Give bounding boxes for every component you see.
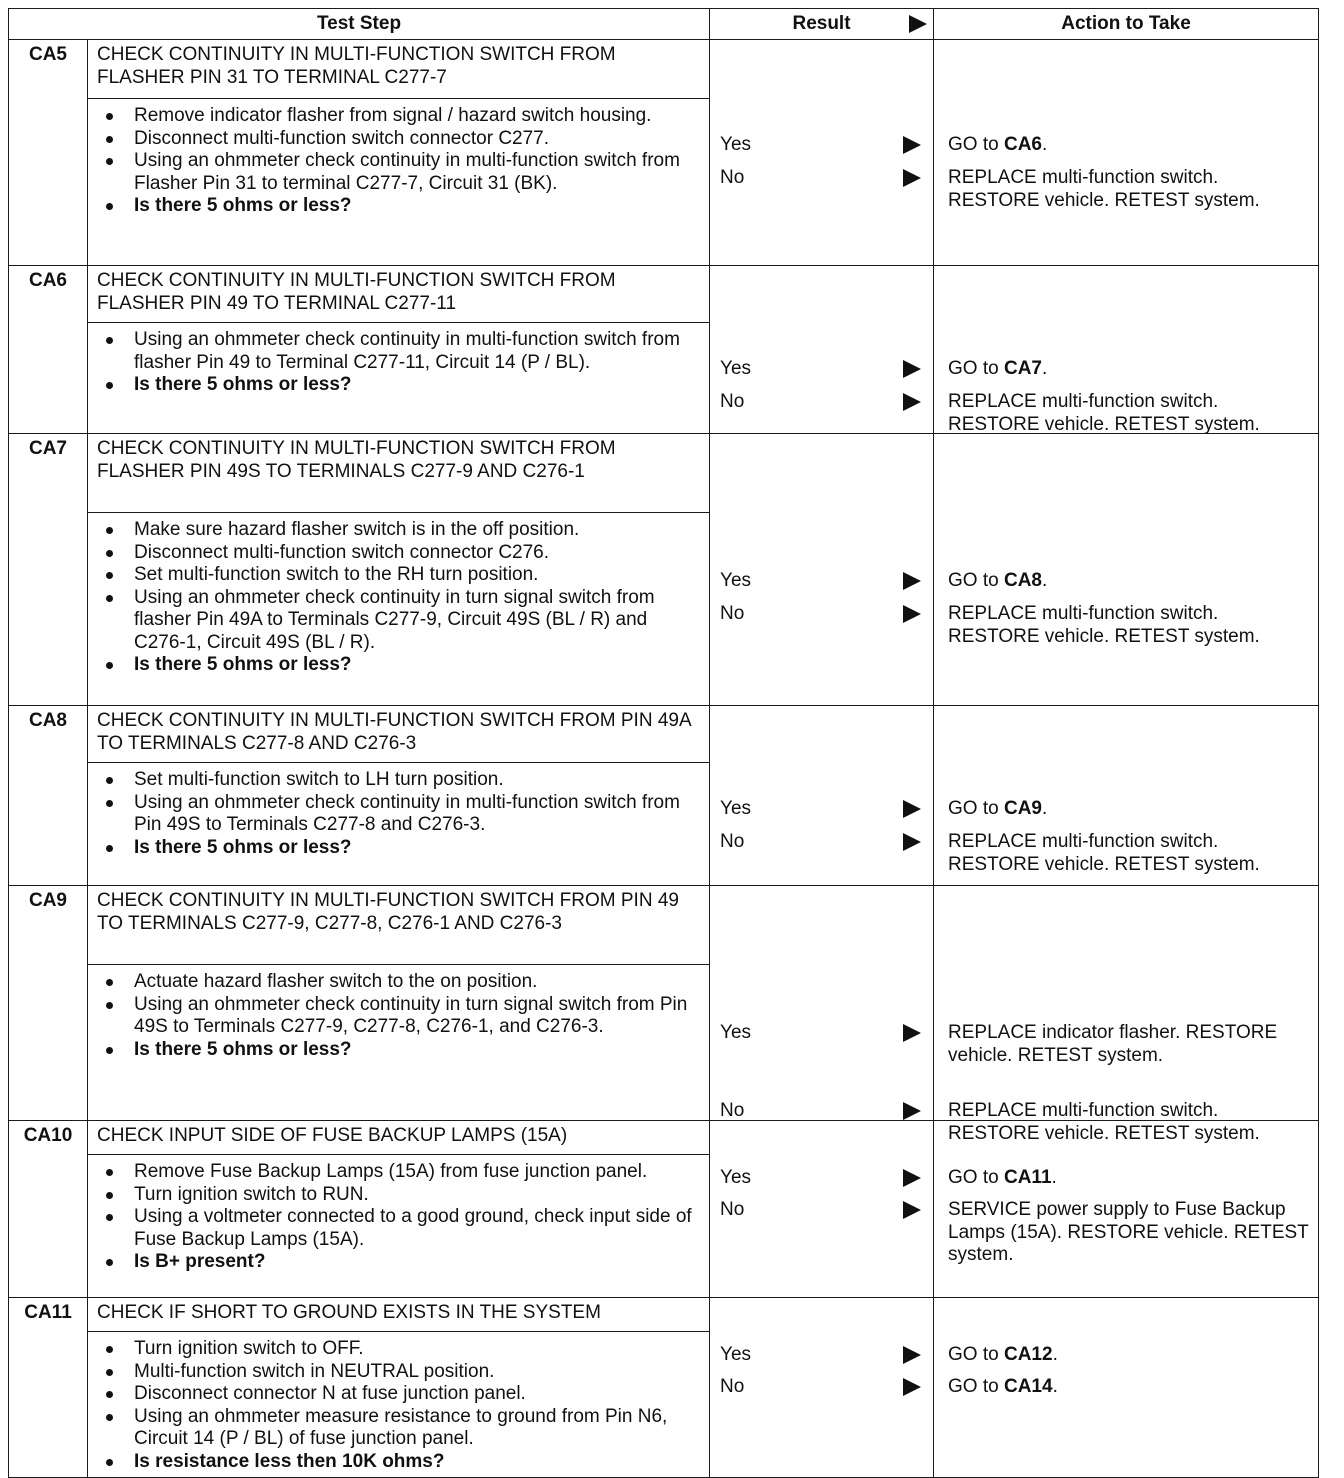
arrow-right-icon [903,1169,921,1187]
action-text [948,798,1310,821]
result-label: Yes [720,570,752,591]
procedure-item [100,542,701,565]
procedure-item-text: Set multi-function switch to the RH turn position. [134,564,539,585]
result-line [720,134,927,156]
step-title: CHECK CONTINUITY IN MULTI-FUNCTION SWITCH FROM FLASHER PIN 49 TO TERMINAL C277-11 [88,266,710,323]
arrow-right-icon [903,1378,921,1396]
step-title: CHECK INPUT SIDE OF FUSE BACKUP LAMPS (15A) [88,1121,710,1155]
step-procedure [88,323,710,434]
procedure-item [100,587,701,655]
procedure-item [100,150,701,195]
step-title: CHECK CONTINUITY IN MULTI-FUNCTION SWITCH FROM PIN 49 TO TERMINALS C277-9, C277-8, C276-1 AND C276-3 [88,886,710,965]
procedure-item-text: Turn ignition switch to OFF. [134,1338,364,1359]
bullet-icon [106,595,113,602]
arrow-right-icon [903,605,921,623]
procedure-item [100,994,701,1039]
bullet-icon [106,572,113,579]
procedure-item-text: Actuate hazard flasher switch to the on position. [134,971,538,992]
action-prefix: SERVICE power supply to Fuse Backup Lamps (15A). RESTORE vehicle. RETEST system. [948,1199,1309,1265]
header-test-step: Test Step [9,9,710,40]
check-question [100,374,701,397]
action-text [948,391,1310,436]
action-cell [934,434,1319,706]
action-prefix: GO to [948,570,1004,591]
step-title-row [9,706,1319,763]
bullet-icon [106,1214,113,1221]
procedure-item [100,769,701,792]
action-prefix: GO to [948,1167,1004,1188]
test-step-table [8,8,1319,1478]
action-text [948,1376,1310,1399]
bullet-icon [106,1259,113,1266]
action-prefix: GO to [948,798,1004,819]
action-text [948,570,1310,593]
action-text [948,603,1310,648]
procedure-item-text: Using an ohmmeter check continuity in multi-function switch from flasher Pin 49 to Terminal C277-11, Circuit 14 (P / BL). [134,329,680,373]
procedure-item-text: Disconnect multi-function switch connector C277. [134,127,550,149]
procedure-item [100,792,701,837]
action-cell [934,886,1319,1144]
procedure-list [88,323,709,401]
action-step-ref: CA8 [1003,570,1042,591]
result-label: No [720,167,745,188]
step-id-ca6: CA6 [9,266,88,434]
result-cell [710,1298,934,1478]
action-text [948,831,1310,876]
step-title-row [9,1298,1319,1332]
arrow-right-icon [903,833,921,851]
action-cell [934,1298,1319,1478]
result-cell [710,886,934,1121]
check-question-text: Is B+ present? [134,1251,266,1272]
step-procedure [88,1332,710,1478]
procedure-list [88,1155,709,1278]
bullet-icon [106,1459,113,1466]
action-text [948,167,1310,212]
step-id-ca9: CA9 [9,886,88,1121]
result-line [720,1344,927,1366]
check-question-text: Is resistance less then 10K ohms? [134,1450,445,1472]
action-step-ref: CA12 [1003,1344,1053,1365]
arrow-right-icon [903,393,921,411]
action-text [948,1167,1310,1190]
result-line [720,1199,927,1221]
result-line [720,1376,927,1398]
action-prefix: REPLACE multi-function switch. RESTORE vehicle. RETEST system. [948,831,1260,875]
result-label: No [720,1376,745,1397]
bullet-icon [106,136,113,143]
action-step-ref: CA14 [1003,1376,1053,1397]
procedure-item [100,1338,701,1361]
result-line [720,391,927,413]
procedure-item-text: Set multi-function switch to LH turn position. [134,769,504,790]
action-step-ref: CA6 [1003,134,1042,155]
bullet-icon [106,203,113,210]
result-label: No [720,603,745,624]
action-prefix: REPLACE indicator flasher. RESTORE vehicle. RETEST system. [948,1022,1278,1066]
bullet-icon [106,382,113,389]
procedure-item-text: Disconnect connector N at fuse junction panel. [134,1383,526,1404]
result-label: Yes [720,1022,752,1043]
result-line [720,167,927,189]
procedure-item [100,128,701,151]
bullet-icon [106,777,113,784]
arrow-right-icon [903,136,921,154]
check-question [100,1451,701,1474]
procedure-item-text: Remove Fuse Backup Lamps (15A) from fuse junction panel. [134,1161,648,1182]
procedure-item [100,1406,701,1451]
action-prefix: GO to [948,1376,1004,1397]
action-prefix: GO to [948,134,1004,155]
action-cell [934,266,1319,434]
step-procedure [88,513,710,706]
check-question [100,837,701,860]
procedure-item-text: Remove indicator flasher from signal / hazard switch housing. [134,105,652,126]
result-label: Yes [720,134,752,155]
arrow-right-icon [903,1024,921,1042]
step-title-row [9,266,1319,323]
arrow-right-icon [909,15,927,33]
step-procedure [88,99,710,266]
step-id-ca8: CA8 [9,706,88,886]
result-label: Yes [720,1167,752,1188]
bullet-icon [106,1414,113,1421]
procedure-list [88,513,709,681]
result-cell [710,434,934,706]
procedure-item [100,519,701,542]
arrow-right-icon [903,1201,921,1219]
result-line [720,831,927,853]
check-question-text: Is there 5 ohms or less? [134,836,352,858]
procedure-item [100,1361,701,1384]
procedure-item [100,1383,701,1406]
arrow-right-icon [903,1102,921,1120]
result-line [720,1100,927,1122]
action-text [948,134,1310,157]
step-procedure [88,1155,710,1298]
action-text [948,1199,1310,1267]
step-id-ca11: CA11 [9,1298,88,1478]
action-cell [934,706,1319,886]
bullet-icon [106,800,113,807]
bullet-icon [106,662,113,669]
action-suffix: . [1042,358,1048,379]
check-question-text: Is there 5 ohms or less? [134,1038,352,1060]
result-label: No [720,831,745,852]
steps-body [9,40,1319,1478]
bullet-icon [106,337,113,344]
result-cell [710,1121,934,1298]
bullet-icon [106,527,113,534]
action-step-ref: CA7 [1003,358,1042,379]
action-step-ref: CA9 [1003,798,1042,819]
result-line [720,570,927,592]
result-label: No [720,391,745,412]
bullet-icon [106,1369,113,1376]
procedure-item-text: Using a voltmeter connected to a good ground, check input side of Fuse Backup Lamps (15A). [134,1206,692,1250]
action-suffix: . [1042,798,1048,819]
step-title: CHECK CONTINUITY IN MULTI-FUNCTION SWITCH FROM PIN 49A TO TERMINALS C277-8 AND C276-3 [88,706,710,763]
arrow-right-icon [903,800,921,818]
result-line [720,603,927,625]
bullet-icon [106,1192,113,1199]
procedure-item-text: Disconnect multi-function switch connector C276. [134,541,550,563]
procedure-item [100,1184,701,1207]
action-cell [934,1121,1319,1298]
check-question-text: Is there 5 ohms or less? [134,374,352,395]
action-prefix: REPLACE multi-function switch. RESTORE vehicle. RETEST system. [948,603,1260,647]
procedure-item [100,105,701,128]
action-step-ref: CA11 [1003,1167,1052,1188]
arrow-right-icon [903,1346,921,1364]
result-label: Yes [720,358,752,379]
check-question [100,1039,701,1062]
step-title: CHECK IF SHORT TO GROUND EXISTS IN THE SYSTEM [88,1298,710,1332]
action-prefix: GO to [948,1344,1004,1365]
header-result [710,9,934,40]
step-title-row [9,40,1319,99]
check-question [100,654,701,677]
action-text [948,1344,1310,1367]
check-question [100,195,701,218]
procedure-list [88,763,709,863]
bullet-icon [106,113,113,120]
action-prefix: GO to [948,358,1004,379]
step-title-row [9,1121,1319,1155]
result-label: No [720,1100,745,1121]
action-cell [934,40,1319,266]
procedure-list [88,965,709,1065]
procedure-item-text: Using an ohmmeter check continuity in multi-function switch from Pin 49S to Terminals C277-8 and C276-3. [134,791,680,835]
step-title-row [9,886,1319,965]
action-suffix: . [1042,134,1048,155]
step-title: CHECK CONTINUITY IN MULTI-FUNCTION SWITCH FROM FLASHER PIN 31 TO TERMINAL C277-7 [88,40,710,99]
step-title: CHECK CONTINUITY IN MULTI-FUNCTION SWITCH FROM FLASHER PIN 49S TO TERMINALS C277-9 AND C276-1 [88,434,710,513]
procedure-item-text: Make sure hazard flasher switch is in the off position. [134,519,580,540]
action-suffix: . [1052,1376,1058,1397]
step-title-row [9,434,1319,513]
result-line [720,358,927,380]
bullet-icon [106,845,113,852]
bullet-icon [106,1002,113,1009]
step-id-ca10: CA10 [9,1121,88,1298]
action-suffix: . [1052,1344,1058,1365]
procedure-item-text: Turn ignition switch to RUN. [134,1183,369,1205]
procedure-item-text: Using an ohmmeter check continuity in multi-function switch from Flasher Pin 31 to terminal C277-7, Circuit 31 (BK). [134,150,680,194]
arrow-right-icon [903,169,921,187]
procedure-item [100,1206,701,1251]
check-question-text: Is there 5 ohms or less? [134,195,352,216]
procedure-item [100,971,701,994]
result-cell [710,40,934,266]
procedure-item-text: Using an ohmmeter check continuity in turn signal switch from flasher Pin 49A to Terminals C277-9, Circuit 49S (BL / R) and C276-1, Circuit 49S (BL / R). [134,586,655,653]
action-suffix: . [1042,570,1048,591]
result-cell [710,266,934,434]
result-label: No [720,1199,745,1220]
action-prefix: REPLACE multi-function switch. RESTORE vehicle. RETEST system. [948,391,1260,435]
result-line [720,1022,927,1044]
procedure-item-text: Multi-function switch in NEUTRAL position. [134,1360,495,1382]
result-cell [710,706,934,886]
bullet-icon [106,1346,113,1353]
bullet-icon [106,1391,113,1398]
header-result-label: Result [792,12,851,34]
step-procedure [88,763,710,886]
action-text [948,1022,1310,1067]
procedure-item [100,1161,701,1184]
check-question-text: Is there 5 ohms or less? [134,654,352,675]
procedure-item [100,564,701,587]
result-line [720,798,927,820]
result-label: Yes [720,1344,752,1365]
action-text [948,358,1310,381]
table-header-row [9,9,1319,40]
step-id-ca5: CA5 [9,40,88,266]
procedure-list [88,99,709,222]
action-prefix: REPLACE multi-function switch. RESTORE vehicle. RETEST system. [948,1100,1260,1144]
arrow-right-icon [903,572,921,590]
arrow-right-icon [903,360,921,378]
check-question [100,1251,701,1274]
header-action: Action to Take [934,9,1319,40]
bullet-icon [106,1047,113,1054]
step-procedure [88,965,710,1121]
bullet-icon [106,1169,113,1176]
procedure-item-text: Using an ohmmeter measure resistance to ground from Pin N6, Circuit 14 (P / BL) of fuse junction panel. [134,1405,668,1449]
bullet-icon [106,550,113,557]
action-prefix: REPLACE multi-function switch. RESTORE vehicle. RETEST system. [948,167,1260,211]
procedure-item-text: Using an ohmmeter check continuity in turn signal switch from Pin 49S to Terminals C277-9, C277-8, C276-1, and C276-3. [134,993,688,1037]
bullet-icon [106,158,113,165]
result-line [720,1167,927,1189]
procedure-item [100,329,701,374]
procedure-list [88,1332,709,1477]
step-id-ca7: CA7 [9,434,88,706]
action-suffix: . [1051,1167,1057,1188]
bullet-icon [106,979,113,986]
result-label: Yes [720,798,752,819]
